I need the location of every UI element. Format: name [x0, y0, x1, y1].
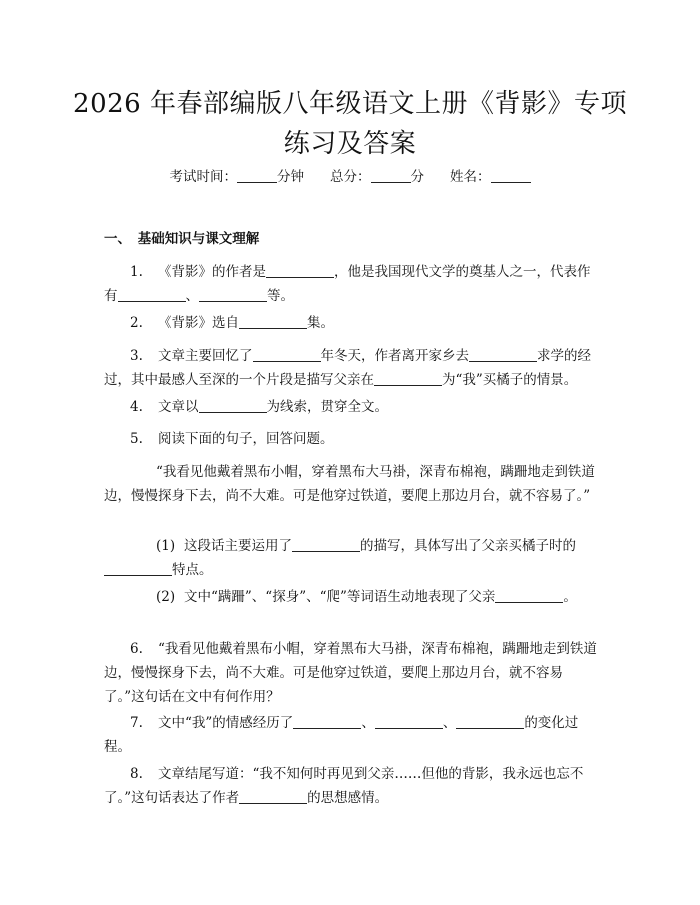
question-3: 3. 文章主要回忆了 年冬天，作者离开家乡去 求学的经过，其中最感人至深的一个片段是描写父亲在 为“我”买橘子的情景。	[104, 348, 591, 388]
section-heading: 一、 基础知识与课文理解	[104, 231, 260, 247]
time-label: 考试时间：	[169, 169, 237, 185]
answer-blank[interactable]	[293, 713, 361, 729]
answer-blank[interactable]	[374, 370, 442, 386]
question-1: 1. 《背影》的作者是 ，他是我国现代文学的奠基人之一，代表作有 、 等。	[104, 264, 591, 304]
answer-blank[interactable]	[239, 313, 307, 329]
score-label: 总分：	[330, 169, 371, 185]
question-2: 2. 《背影》选自 集。	[130, 315, 334, 331]
name-label: 姓名：	[450, 169, 491, 185]
document-title: 2026 年春部编版八年级语文上册《背影》专项练习及答案	[73, 89, 627, 159]
answer-blank[interactable]	[118, 286, 186, 302]
answer-blank[interactable]	[469, 346, 537, 362]
answer-blank[interactable]	[199, 397, 267, 413]
answer-blank[interactable]	[495, 587, 563, 603]
answer-blank[interactable]	[199, 286, 267, 302]
answer-blank[interactable]	[239, 788, 307, 804]
time-unit: 分钟	[277, 169, 304, 185]
reading-passage: “我看见他戴着黑布小帽，穿着黑布大马褂，深青布棉袍，蹒跚地走到铁道边，慢慢探身下去，尚不大难。可是他穿过铁道，要爬上那边月台，就不容易了。”	[104, 464, 595, 504]
answer-blank[interactable]	[266, 262, 334, 278]
name-blank[interactable]	[491, 167, 531, 183]
question-8: 8. 文章结尾写道：“我不知何时再见到父亲……但他的背影，我永远也忘不了。”这句话表达了作者 的思想感情。	[104, 766, 584, 806]
answer-blank[interactable]	[292, 536, 360, 552]
question-5: 5. 阅读下面的句子，回答问题。	[130, 431, 334, 447]
question-6: 6. “我看见他戴着黑布小帽，穿着黑布大马褂，深青布棉袍，蹒跚地走到铁道边，慢慢探身下去，尚不大难。可是他穿过铁道，要爬上那边月台，就不容易了。”这句话在文中有何作用？	[104, 641, 597, 705]
score-blank[interactable]	[371, 167, 411, 183]
answer-blank[interactable]	[253, 346, 321, 362]
answer-blank[interactable]	[456, 713, 524, 729]
question-5-1: (1) 这段话主要运用了 的描写，具体写出了父亲买橘子时的特点。	[104, 534, 599, 582]
answer-blank[interactable]	[375, 713, 443, 729]
question-5-2: (2) 文中“蹒跚”、“探身”、“爬”等词语生动地表现了父亲 。	[156, 589, 577, 605]
question-7: 7. 文中“我”的情感经历了 、 、 的变化过程。	[104, 715, 579, 755]
answer-blank[interactable]	[104, 560, 172, 576]
question-4: 4. 文章以 为线索，贯穿全文。	[130, 399, 388, 415]
score-unit: 分	[410, 169, 424, 185]
exam-info	[100, 166, 600, 188]
time-blank[interactable]	[237, 167, 277, 183]
